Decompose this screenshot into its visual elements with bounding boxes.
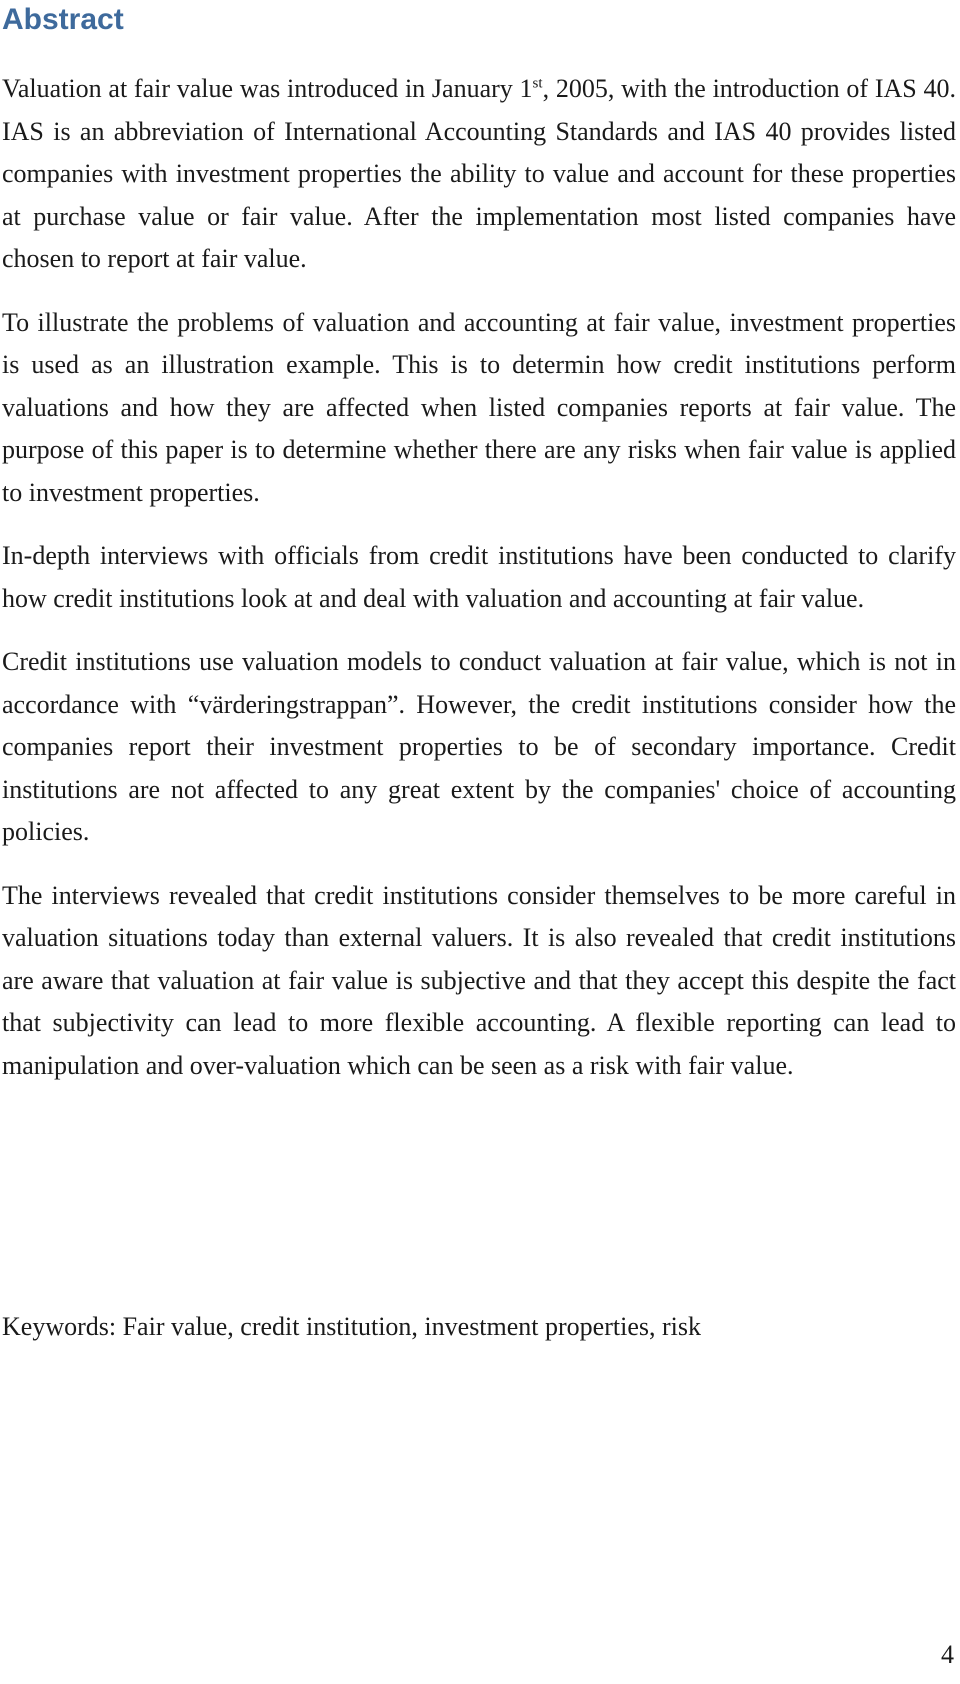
paragraph-conclusion: The interviews revealed that credit institutions consider themselves to be more careful in valuation situations today than external valuers. It is also revealed that credit institutions are aware that valuation at fair value is subjective and that they accept this despite the fact that subjectivity can lead to more flexible accounting. A flexible reporting can lead to manipulation and over-valuation which can be seen as a risk with fair value. [2, 880, 956, 1080]
paragraph-intro [2, 68, 956, 281]
paragraph-intro-part2: , 2005, with the introduction of IAS 40. IAS is an abbreviation of International Accounting Standards and IAS 40 provides listed companies with investment properties the ability to value and account for these properties at purchase value or fair value. After the implementation most listed companies have chosen to report at fair value. [2, 74, 956, 273]
abstract-heading: Abstract [2, 3, 124, 36]
paragraph-method: In-depth interviews with officials from credit institutions have been conducted to clarify how credit institutions look at and deal with valuation and accounting at fair value. [2, 541, 956, 613]
ordinal-superscript: st [532, 75, 543, 92]
paragraph-intro-part1: Valuation at fair value was introduced in January 1 [2, 74, 533, 103]
paragraph-findings: Credit institutions use valuation models to conduct valuation at fair value, which is not in accordance with “värderingstrappan”. However, the credit institutions consider how the companies report their investment properties to be of secondary importance. Credit institutions are not affected to any great extent by the companies' choice of accounting policies. [2, 647, 956, 846]
abstract-body [2, 68, 956, 1108]
keywords-line: Keywords: Fair value, credit institution, investment properties, risk [2, 1312, 701, 1341]
page-number: 4 [941, 1640, 954, 1669]
paragraph-purpose: To illustrate the problems of valuation and accounting at fair value, investment properties is used as an illustration example. This is to determin how credit institutions perform valuations and how they are affected when listed companies reports at fair value. The purpose of this paper is to determine whether there are any risks when fair value is applied to investment properties. [2, 307, 956, 507]
